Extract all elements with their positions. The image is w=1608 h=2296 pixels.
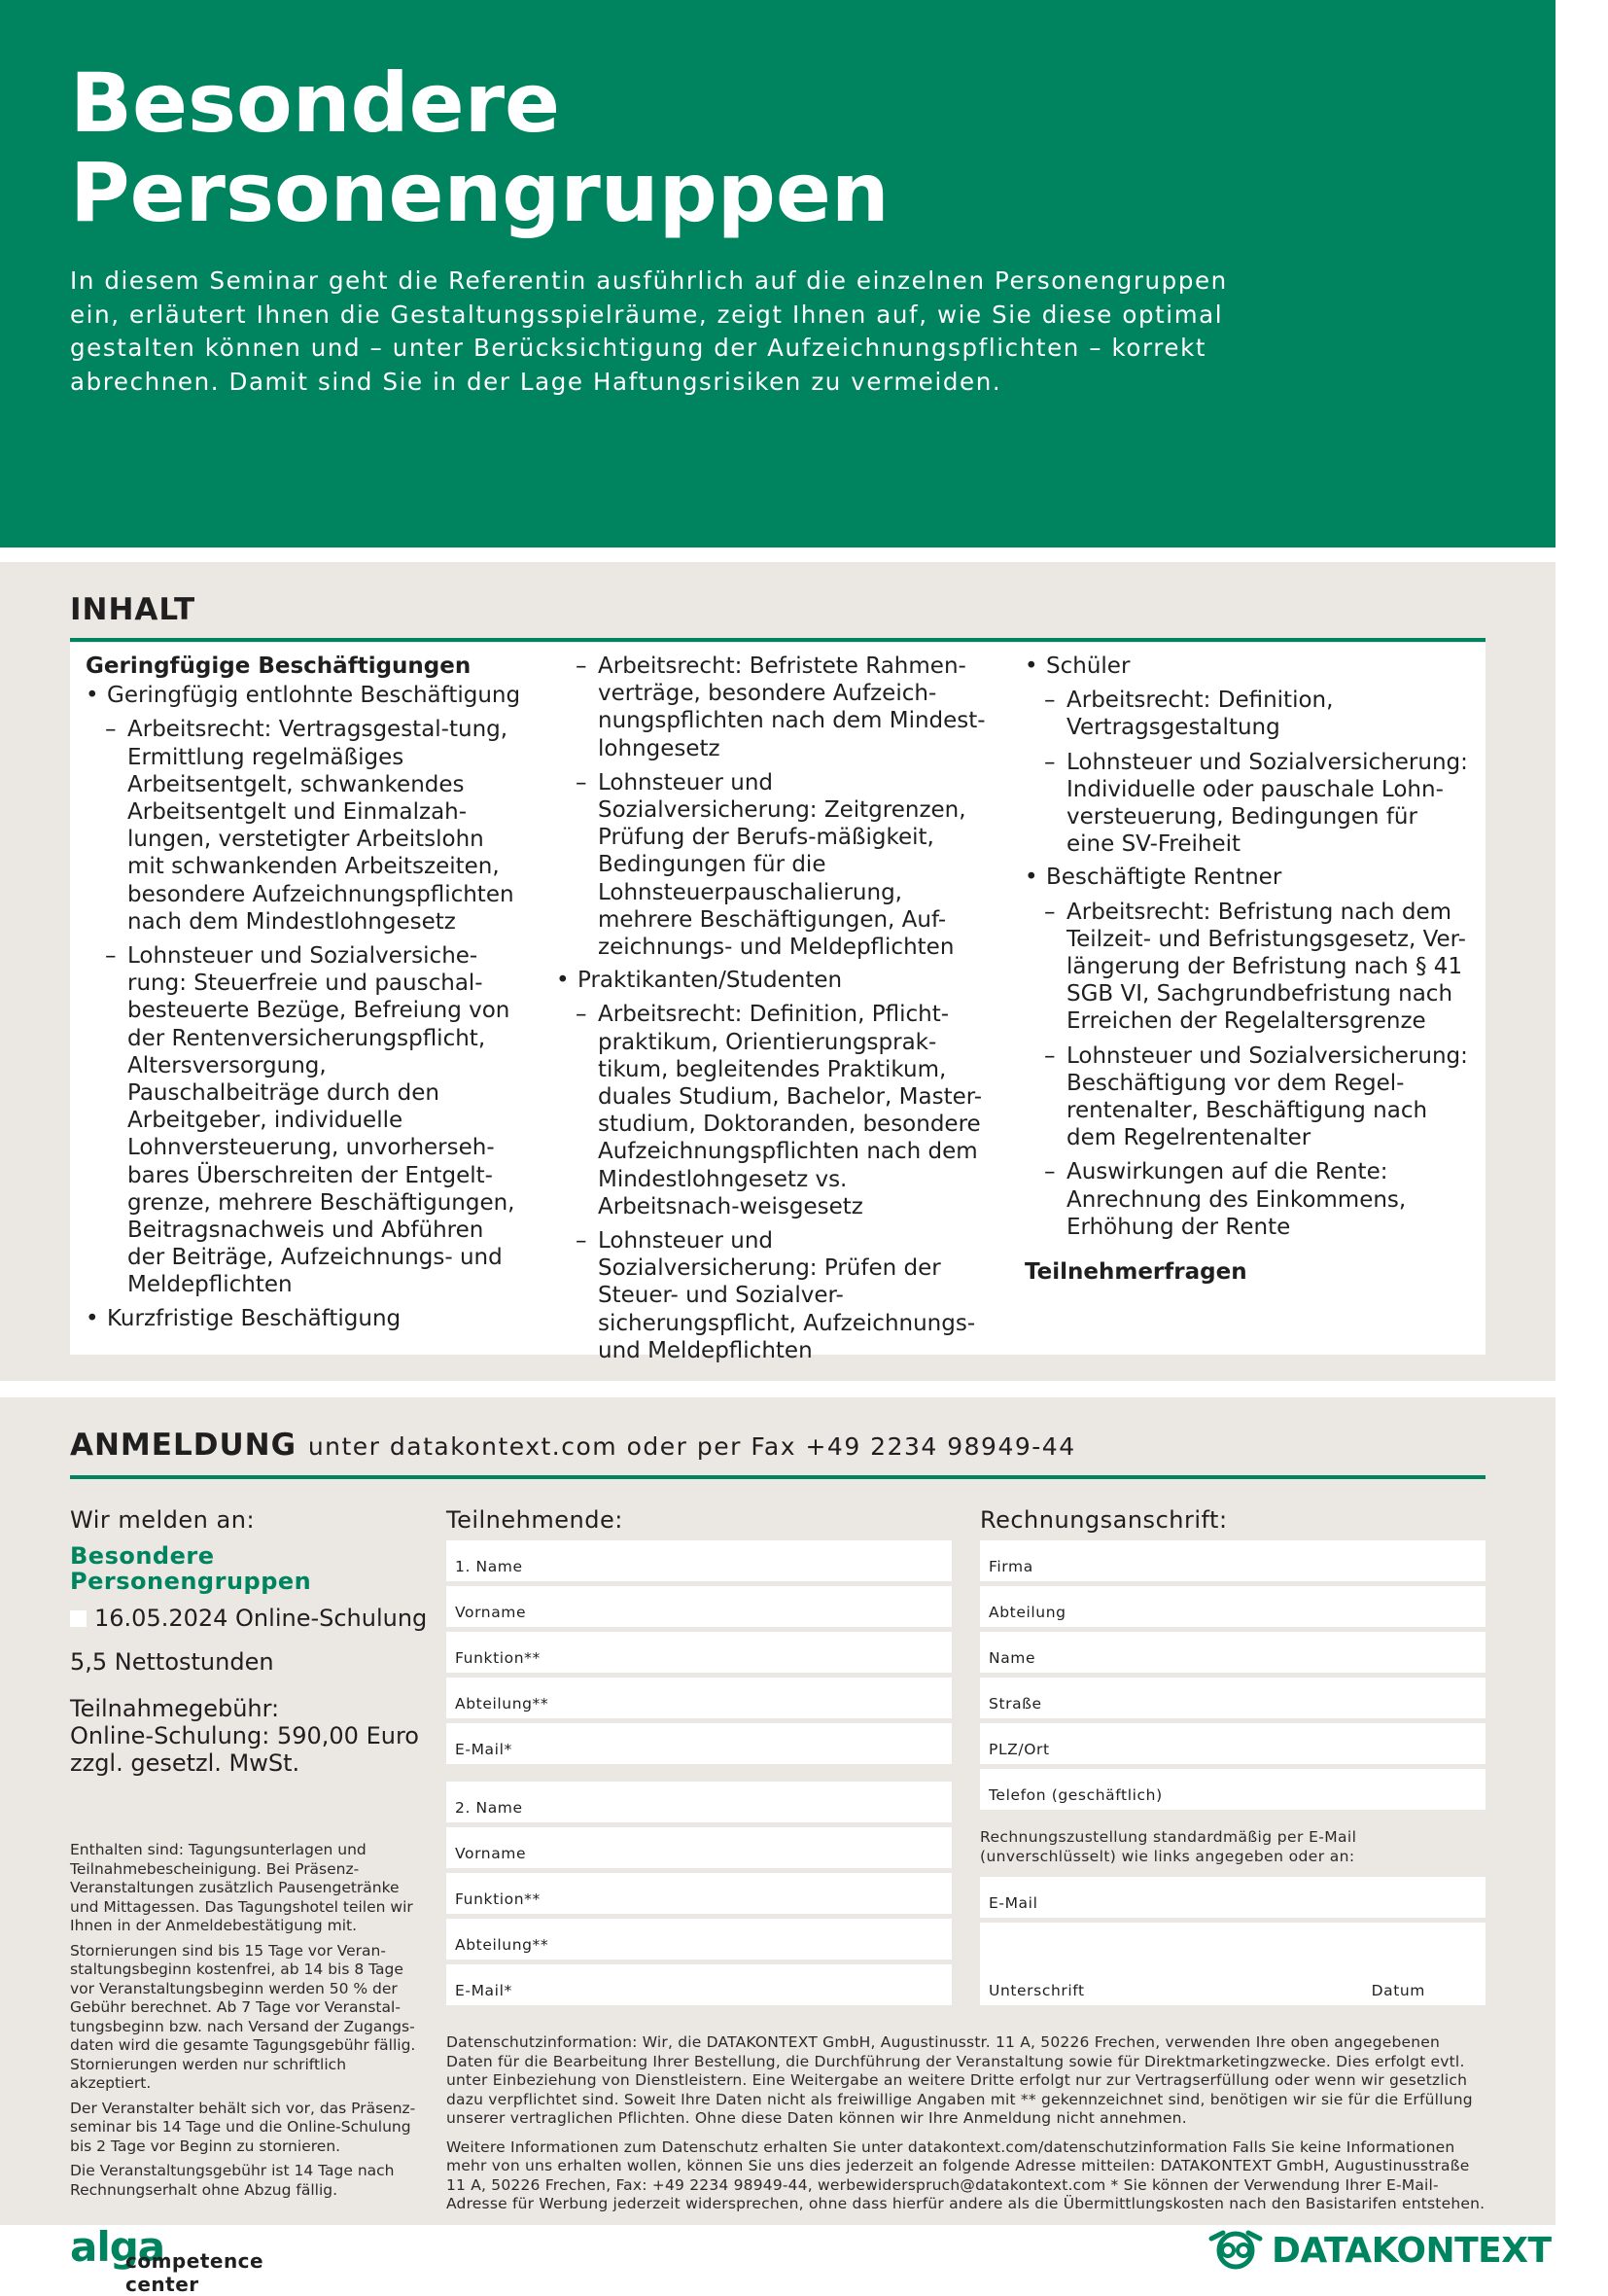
strasse-field[interactable]: Straße <box>980 1678 1486 1718</box>
datenschutz-text: Datenschutzinformation: Wir, die DATAKONTEXT GmbH, Augustinusstr. 11 A, 50226 Frechen, verwenden Ihre oben angegebenen Daten für die Bearbeitung Ihrer Bestellung, die Durchführung der Veranstaltung sowie für Direktmarketingzwecke. Dies erfolgt evtl. unter Einbeziehung von Dienstleistern. Eine Weitergabe an weitere Dritte erfolgt nur zur Vertragserfüllung oder wenn wir gesetzlich dazu verpflichtet sind. Soweit Ihre Daten nicht als freiwillige Angaben mit ** gekennzeichnet sind, benötigen wir sie für die Erfüllung unserer vertraglichen Pflichten. Ohne diese Daten können wir Ihre Anmeldung nicht annehmen. Weitere Informationen zum Datenschutz erhalten Sie unter datakontext.com/datenschutzinformation Falls Sie keine Informationen mehr von uns erhalten wollen, können Sie uns dies jederzeit an folgende Adresse mitteilen: DATAKONTEXT GmbH, Augustinusstraße 11 A, 50226 Frechen, Fax: +49 2234 98949-44, werbewiderspruch@datakontext.com * Sie können der Verwendung Ihrer E-Mail-Adresse für Werbung jederzeit widersprechen, ohne dass hierfür andere als die Übermittlungskosten nach den Basistarifen entstehen. <box>446 2033 1486 2212</box>
datum-label: Datum <box>1371 1982 1425 1999</box>
list-item: – Lohnsteuer und Sozialversiche-rung: Steuerfreie und pauschal-besteuerte Bezüge, Befreiung von der Rentenversicherungspflicht, Altersversorgung, Pauschalbeiträge durch den Arbeitgeber, individuelle Lohnversteuerung, unvorherseh-bares Überschreiten der Entgelt-grenze, mehrere Beschäftigungen, Beitragsnachweis und Abführen der Beiträge, Aufzeichnungs- und Meldepflichten <box>86 942 523 1299</box>
list-item: – Arbeitsrecht: Vertragsgestal-tung, Ermittlung regelmäßiges Arbeitsentgelt, schwankendes Arbeitsentgelt und Einmalzah-lungen, verstetigter Arbeitslohn mit schwankenden Arbeitszeiten, besondere Aufzeichnungspflichten nach dem Mindestlohngesetz <box>86 716 523 936</box>
teilnehmende-label: Teilnehmende: <box>446 1506 623 1534</box>
inhalt-title: INHALT <box>70 592 196 627</box>
datakontext-logo: DATAKONTEXT <box>1206 2229 1556 2272</box>
list-item: – Lohnsteuer und Sozialversicherung: Zeitgrenzen, Prüfung der Berufs-mäßigkeit, Bedingungen für die Lohnsteuerpauschalierung, mehrere Beschäftigungen, Auf-zeichnungs- und Meldepflichten <box>556 769 994 961</box>
firma-field[interactable]: Firma <box>980 1540 1486 1581</box>
inhalt-column-3 <box>1025 653 1472 1286</box>
list-item: – Lohnsteuer und Sozialversicherung: Individuelle oder pauschale Lohn-versteuerung, Bedingungen für eine SV-Freiheit <box>1025 749 1472 859</box>
funktion-1-field[interactable]: Funktion** <box>446 1632 952 1673</box>
plz-ort-field[interactable]: PLZ/Ort <box>980 1723 1486 1764</box>
name-2-field[interactable]: 2. Name <box>446 1782 952 1822</box>
inhalt-divider <box>70 638 1486 642</box>
abteilung-2-field[interactable]: Abteilung** <box>446 1919 952 1960</box>
list-item: – Lohnsteuer und Sozialversicherung: Prüfen der Steuer- und Sozialver-sicherungspflicht, Aufzeichnungs- und Meldepflichten <box>556 1227 994 1364</box>
datakontext-mark-icon <box>1207 2229 1264 2270</box>
inhalt-heading: Geringfügige Beschäftigungen <box>86 653 472 679</box>
anmeldung-divider <box>70 1475 1486 1479</box>
list-item: – Arbeitsrecht: Befristete Rahmen-verträge, besondere Aufzeich-nungspflichten nach dem Mindest-lohngesetz <box>556 653 994 762</box>
inhalt-column-2 <box>556 653 994 1364</box>
inhalt-heading: Teilnehmerfragen <box>1025 1259 1247 1286</box>
list-item: • Geringfügig entlohnte Beschäftigung <box>86 682 523 709</box>
funktion-2-field[interactable]: Funktion** <box>446 1873 952 1914</box>
page-title: Besondere Personengruppen <box>70 55 890 240</box>
seminar-name: Besondere Personengruppen <box>70 1542 312 1595</box>
list-item: – Lohnsteuer und Sozialversicherung: Beschäftigung vor dem Regel-rentenalter, Beschäftigung nach dem Regelrentenalter <box>1025 1042 1472 1152</box>
list-item: • Praktikanten/Studenten <box>556 967 994 994</box>
anmeldung-title: ANMELDUNG unter datakontext.com oder per Fax +49 2234 98949-44 <box>70 1428 1076 1463</box>
list-item: – Auswirkungen auf die Rente: Anrechnung des Einkommens, Erhöhung der Rente <box>1025 1158 1472 1241</box>
terms-notes: Enthalten sind: Tagungsunterlagen und Teilnahmebescheinigung. Bei Präsenz-Veranstaltungen zusätzlich Pausengetränke und Mittagessen. Das Tagungshotel teilen wir Ihnen in der Anmeldebestätigung mit. Stornierungen sind bis 15 Tage vor Veran-staltungsbeginn kostenfrei, ab 14 bis 8 Tage vor Veranstaltungsbeginn werden 50 % der Gebühr berechnet. Ab 7 Tage vor Veranstal-tungsbeginn bzw. nach Versand der Zugangs-daten wird die gesamte Tagungsgebühr fällig. Stornierungen werden nur schriftlich akzeptiert. Der Veranstalter behält sich vor, das Präsenz-seminar bis 14 Tage und die Online-Schulung bis 2 Tage vor Beginn zu stornieren. Die Veranstaltungsgebühr ist 14 Tage nach Rechnungserhalt ohne Abzug fällig. <box>70 1841 416 2199</box>
name-field[interactable]: Name <box>980 1632 1486 1673</box>
list-item: – Arbeitsrecht: Definition, Vertragsgestaltung <box>1025 687 1472 741</box>
abteilung-1-field[interactable]: Abteilung** <box>446 1678 952 1718</box>
alga-logo: alga competence center <box>70 2223 264 2296</box>
rechnung-label: Rechnungsanschrift: <box>980 1506 1228 1534</box>
wir-melden-label: Wir melden an: <box>70 1506 256 1534</box>
vorname-2-field[interactable]: Vorname <box>446 1827 952 1868</box>
unterschrift-label: Unterschrift <box>989 1982 1085 1999</box>
telefon-field[interactable]: Telefon (geschäftlich) <box>980 1769 1486 1810</box>
date-checkbox[interactable] <box>70 1610 87 1627</box>
anmeldung-subtitle: unter datakontext.com oder per Fax +49 2234 98949-44 <box>307 1432 1076 1461</box>
inhalt-column-1 <box>86 653 523 1332</box>
email-2-field[interactable]: E-Mail* <box>446 1964 952 2005</box>
vorname-1-field[interactable]: Vorname <box>446 1586 952 1627</box>
name-1-field[interactable]: 1. Name <box>446 1540 952 1581</box>
abteilung-field[interactable]: Abteilung <box>980 1586 1486 1627</box>
signature-field[interactable] <box>980 1923 1486 2005</box>
hours: 5,5 Nettostunden <box>70 1648 274 1676</box>
fee-block: Teilnahmegebühr: Online-Schulung: 590,00 Euro zzgl. gesetzl. MwSt. <box>70 1695 419 1777</box>
list-item: – Arbeitsrecht: Befristung nach dem Teilzeit- und Befristungsgesetz, Ver-längerung der Befristung nach § 41 SGB VI, Sachgrundbefristung nach Erreichen der Regelaltersgrenze <box>1025 899 1472 1036</box>
inhalt-content <box>70 643 1486 1363</box>
rechnung-note: Rechnungszustellung standardmäßig per E-Mail (unverschlüsselt) wie links angegeben oder an: <box>980 1828 1357 1865</box>
hero-banner <box>0 0 1556 548</box>
rechnung-email-field[interactable]: E-Mail <box>980 1877 1486 1918</box>
date-option[interactable]: 16.05.2024 Online-Schulung <box>70 1605 427 1632</box>
list-item: – Arbeitsrecht: Definition, Pflicht-praktikum, Orientierungsprak-tikum, begleitendes Praktikum, duales Studium, Bachelor, Master-studium, Doktoranden, besondere Aufzeichnungspflichten nach dem Mindestlohngesetz vs. Arbeitsnach-weisgesetz <box>556 1001 994 1220</box>
email-1-field[interactable]: E-Mail* <box>446 1723 952 1764</box>
lead-text: In diesem Seminar geht die Referentin ausführlich auf die einzelnen Personengruppen ein, erläutert Ihnen die Gestaltungsspielräume, zeigt Ihnen auf, wie Sie diese optimal gestalten können und – unter Berücksichtigung der Aufzeichnungspflichten – korrekt abrechnen. Damit sind Sie in der Lage Haftungsrisiken zu vermeiden. <box>70 266 1228 396</box>
list-item: • Beschäftigte Rentner <box>1025 864 1472 891</box>
list-item: • Schüler <box>1025 653 1472 680</box>
list-item: • Kurzfristige Beschäftigung <box>86 1305 523 1332</box>
